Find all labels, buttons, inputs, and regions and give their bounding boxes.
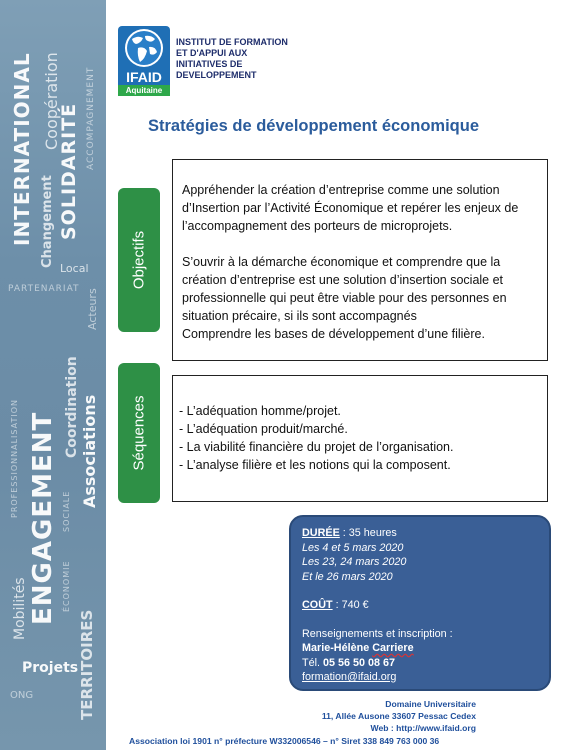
objectifs-paragraph: Appréhender la création d’entreprise comme une solution d’Insertion par l’Activité Économique et repérer les enjeux de l’accompagnement des porteurs de microprojets.: [182, 183, 519, 233]
date-line: Les 23, 24 mars 2020: [302, 556, 407, 568]
footer-line: Domaine Universitaire: [385, 699, 476, 709]
word-mobilites: Mobilités: [12, 577, 28, 640]
word-local: Local: [60, 262, 89, 275]
word-partenariat: PARTENARIAT: [8, 284, 80, 294]
sequences-tab: [118, 363, 160, 503]
word-engagement: ENGAGEMENT: [28, 411, 58, 625]
word-sociale: SOCIALE: [62, 490, 71, 532]
word-international: INTERNATIONAL: [10, 52, 34, 246]
objectifs-label: Objectifs: [130, 230, 148, 290]
word-coordination: Coordination: [64, 356, 80, 458]
institution-name: [176, 37, 316, 81]
institution-line: DEVELOPPEMENT: [176, 70, 257, 80]
word-professionnalisation: PROFESSIONNALISATION: [10, 398, 19, 518]
cout-label: COÛT: [302, 599, 333, 611]
sequences-label: Séquences: [130, 395, 148, 471]
objectifs-paragraph: S’ouvrir à la démarche économique et comprendre que la création d’entreprise est une solution d’insertion sociale et professionnelle qui peut être viable pour des personnes en situation précaire, si ils sont accompagnés: [182, 255, 507, 323]
footer-line: 11, Allée Ausone 33607 Pessac Cedex: [321, 711, 476, 721]
list-item: - L’adéquation produit/marché.: [179, 422, 348, 436]
info-panel: [289, 515, 551, 691]
footer-web[interactable]: Web : http://www.ifaid.org: [370, 723, 476, 733]
logo-name: IFAID: [118, 70, 170, 85]
cout-value: : 740 €: [332, 599, 369, 611]
word-changement: Changement: [40, 175, 55, 268]
contact-name: [302, 641, 539, 656]
word-economie: ÉCONOMIE: [62, 560, 71, 612]
ifaid-logo: [118, 26, 170, 96]
word-associations: Associations: [80, 394, 99, 508]
word-ong: ONG: [10, 690, 34, 701]
contact-name-last: Carriere: [372, 642, 414, 654]
globe-icon: [118, 26, 170, 70]
institution-line: INITIATIVES DE: [176, 59, 243, 69]
decorative-word-band: [0, 0, 106, 750]
phone: Tél. 05 56 50 08 67: [302, 656, 396, 669]
word-projets: Projets: [22, 660, 79, 676]
word-cooperation: Coopération: [42, 52, 61, 150]
phone-line: [302, 656, 539, 671]
word-accompagnement: ACCOMPAGNEMENT: [86, 66, 96, 170]
word-acteurs: Acteurs: [86, 288, 99, 330]
list-item: - La viabilité financière du projet de l’organisation.: [179, 440, 454, 454]
objectifs-box: [172, 159, 548, 361]
institution-line: ET D'APPUI AUX: [176, 48, 248, 58]
sequences-box: [172, 375, 548, 502]
word-territoires: TERRITOIRES: [78, 609, 96, 720]
cout-line: [302, 598, 539, 613]
footer-association: Association loi 1901 n° préfecture W332006546 – n° Siret 338 849 763 000 36: [129, 736, 440, 746]
date-line: Et le 26 mars 2020: [302, 570, 393, 583]
contact-name-first: Marie-Hélène: [302, 642, 373, 654]
duree-line: [302, 526, 539, 541]
list-item: - L’analyse filière et les notions qui la composent.: [179, 458, 451, 472]
page-title: Stratégies de développement économique: [148, 117, 479, 135]
contact-title: Renseignements et inscription :: [302, 627, 453, 640]
institution-line: INSTITUT DE FORMATION: [176, 37, 288, 47]
objectifs-paragraph: Comprendre les bases de développement d’une filière.: [182, 327, 485, 341]
footer-address: [100, 698, 476, 734]
date-line: Les 4 et 5 mars 2020: [302, 541, 404, 554]
list-item: - L’adéquation homme/projet.: [179, 404, 341, 418]
duree-label: DURÉE: [302, 527, 340, 539]
logo-subtitle: Aquitaine: [118, 85, 170, 96]
objectifs-tab: [118, 188, 160, 332]
duree-value: : 35 heures: [339, 527, 397, 539]
email-link[interactable]: formation@ifaid.org: [302, 671, 397, 683]
word-solidarite: SOLIDARITÉ: [58, 102, 80, 240]
